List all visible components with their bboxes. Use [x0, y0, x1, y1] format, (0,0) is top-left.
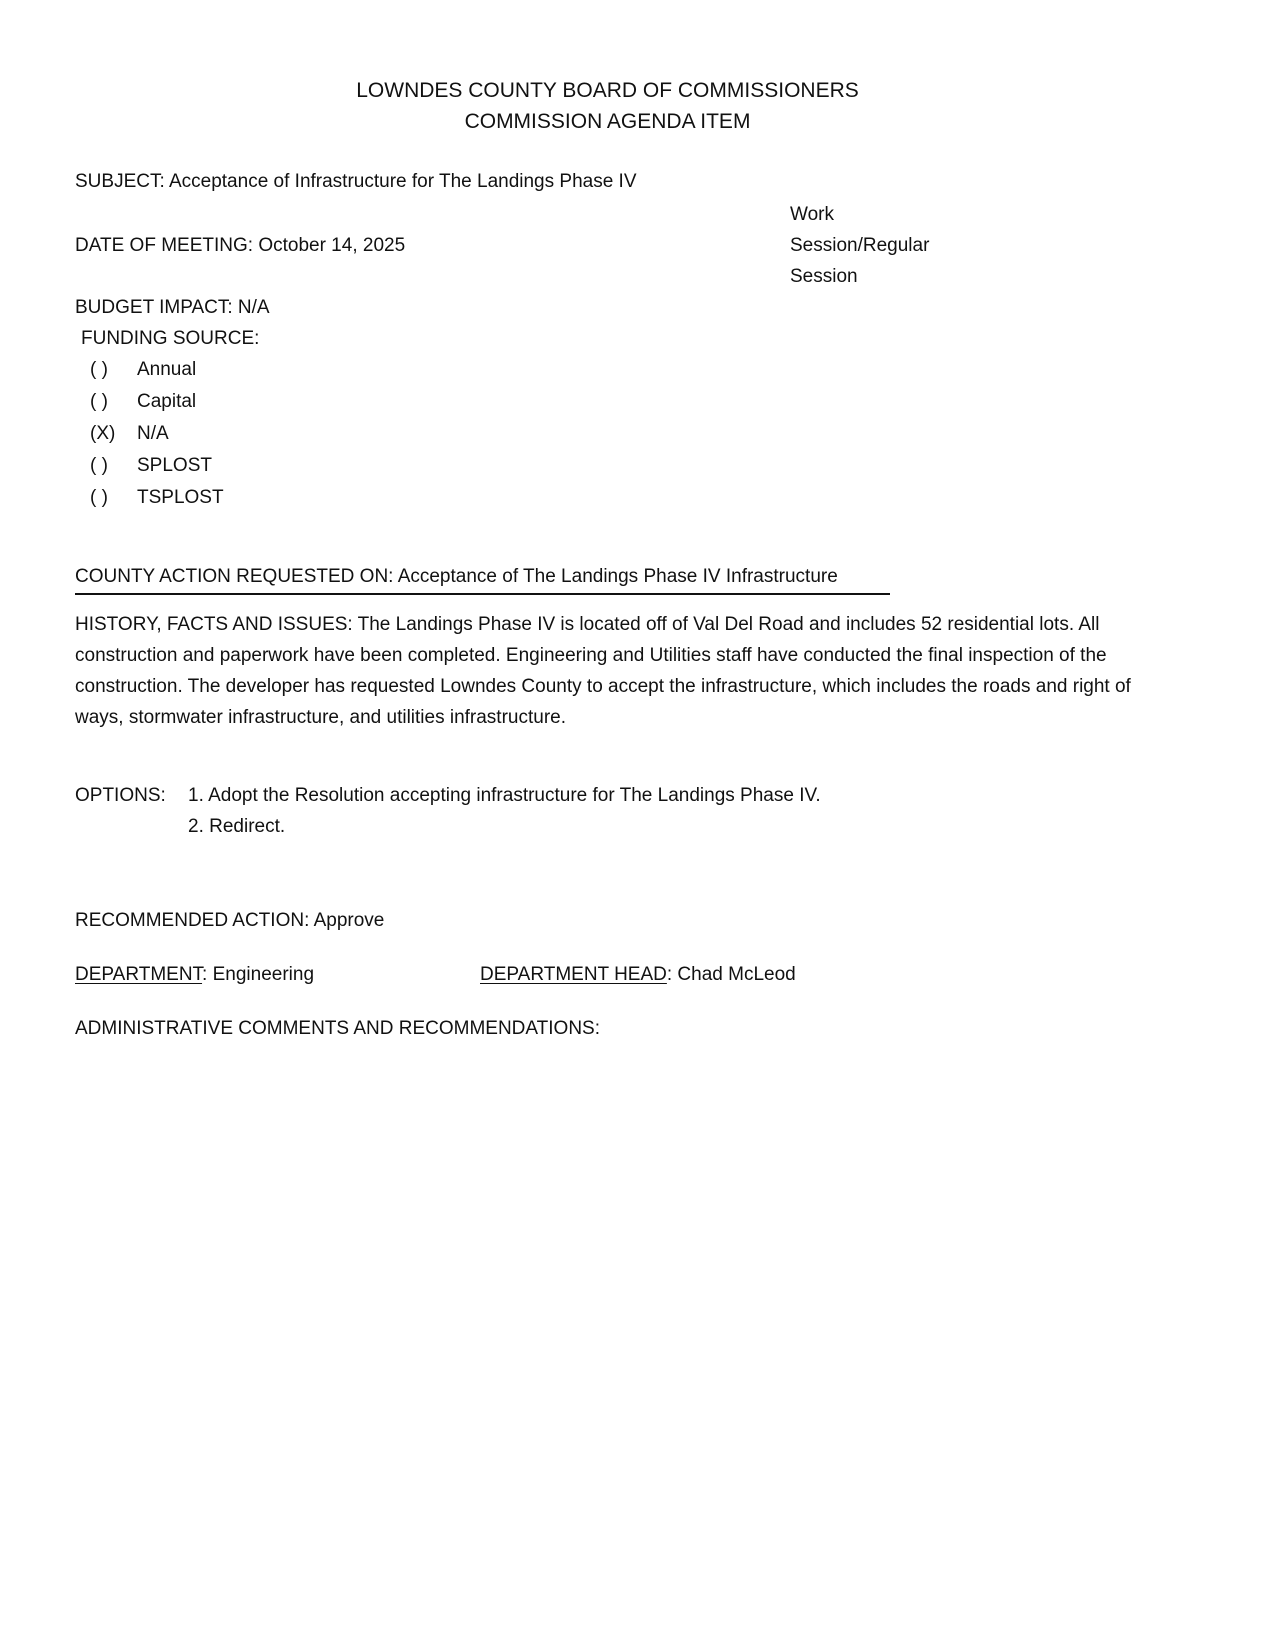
options-label: OPTIONS:	[75, 785, 166, 806]
history-facts-paragraph: HISTORY, FACTS AND ISSUES: The Landings Phase IV is located off of Val Del Road and includes 52 residential lots. All construction and paperwork have been completed. Engineering and Utilities staff have conducted the final inspection of the construction. The developer has requested Lowndes County to accept the infrastructure, which includes the roads and right of ways, stormwater infrastructure, and utilities infrastructure.	[75, 614, 1131, 728]
department-row	[75, 959, 1215, 990]
department-label: DEPARTMENT	[75, 964, 203, 985]
funding-option-label: SPLOST	[137, 455, 212, 476]
session-line-3: Session	[790, 266, 858, 287]
funding-option-row	[90, 386, 1215, 418]
funding-option-row	[90, 418, 1215, 450]
county-action-section	[75, 561, 1215, 595]
session-type-block	[790, 199, 1020, 292]
meeting-date-line: DATE OF MEETING: October 14, 2025	[75, 235, 406, 256]
recommended-action-line: RECOMMENDED ACTION: Approve	[75, 910, 385, 931]
options-items	[188, 780, 821, 842]
header-title-line1: LOWNDES COUNTY BOARD OF COMMISSIONERS	[356, 79, 859, 102]
funding-source-label: FUNDING SOURCE:	[81, 328, 260, 349]
department-value: : Engineering	[202, 964, 315, 985]
options-section	[75, 780, 1215, 842]
funding-option-label: Capital	[137, 391, 197, 412]
funding-option-row	[90, 482, 1215, 514]
funding-options-list	[75, 354, 1215, 514]
department-head-field	[480, 959, 796, 990]
subject-line: SUBJECT: Acceptance of Infrastructure for The Landings Phase IV	[75, 171, 637, 192]
funding-option-label: Annual	[137, 359, 197, 380]
meeting-row	[75, 199, 1215, 292]
funding-option-label: N/A	[137, 423, 169, 444]
budget-impact-line: BUDGET IMPACT: N/A	[75, 297, 270, 318]
funding-option-checkbox: ( )	[90, 487, 108, 508]
session-line-1: Work	[790, 204, 834, 225]
funding-option-row	[90, 354, 1215, 386]
department-field	[75, 959, 480, 990]
header-title-line2: COMMISSION AGENDA ITEM	[464, 110, 751, 133]
funding-option-checkbox-checked: (X)	[90, 423, 116, 444]
county-action-line: COUNTY ACTION REQUESTED ON: Acceptance of The Landings Phase IV Infrastructure	[75, 561, 890, 595]
funding-option-checkbox: ( )	[90, 455, 108, 476]
option-item-1: 1. Adopt the Resolution accepting infrastructure for The Landings Phase IV.	[188, 785, 821, 806]
funding-option-row	[90, 450, 1215, 482]
funding-option-label: TSPLOST	[137, 487, 224, 508]
option-item-2: 2. Redirect.	[188, 816, 286, 837]
session-line-2: Session/Regular	[790, 235, 930, 256]
administrative-comments-line: ADMINISTRATIVE COMMENTS AND RECOMMENDATIONS:	[75, 1018, 600, 1039]
document-header	[75, 75, 1140, 137]
funding-option-checkbox: ( )	[90, 391, 108, 412]
department-head-value: : Chad McLeod	[666, 964, 796, 985]
department-head-label: DEPARTMENT HEAD	[480, 964, 667, 985]
funding-option-checkbox: ( )	[90, 359, 108, 380]
